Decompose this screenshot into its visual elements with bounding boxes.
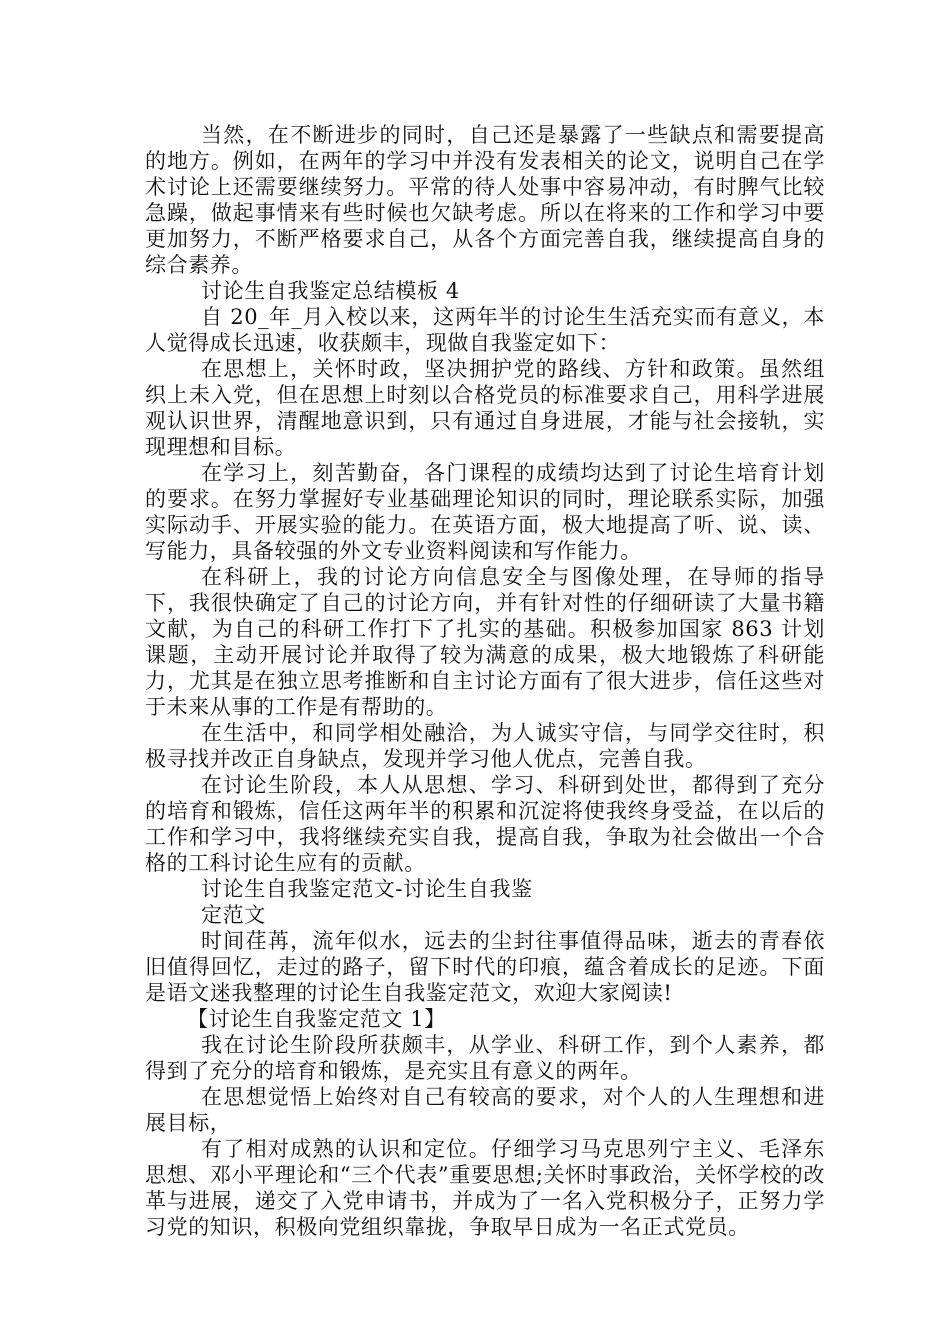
paragraph: 时间荏苒，流年似水，远去的尘封往事值得品味，逝去的青春依旧值得回忆，走过的路子，留下时代的印痕，蕴含着成长的足迹。下面是语文迷我整理的讨论生自我鉴定范文，欢迎大家阅读!	[145, 929, 825, 1005]
paragraph: 当然，在不断进步的同时，自己还是暴露了一些缺点和需要提高的地方。例如，在两年的学习中并没有发表相关的论文，说明自己在学术讨论上还需要继续努力。平常的待人处事中容易冲动，有时脾气比较急躁，做起事情来有些时候也欠缺考虑。所以在将来的工作和学习中要更加努力，不断严格要求自己，从各个方面完善自我，继续提高自身的综合素养。	[145, 123, 825, 277]
paragraph: 有了相对成熟的认识和定位。仔细学习马克思列宁主义、毛泽东思想、邓小平理论和“三个代表”重要思想;关怀时事政治，关怀学校的改革与进展，递交了入党申请书，并成为了一名入党积极分子，正努力学习党的知识，积极向党组织靠拢，争取早日成为一名正式党员。	[145, 1137, 825, 1239]
paragraph: 自 20_年_月入校以来，这两年半的讨论生生活充实而有意义，本人觉得成长迅速，收获颇丰，现做自我鉴定如下：	[145, 305, 825, 355]
paragraph: 在生活中，和同学相处融洽，为人诚实守信，与同学交往时，积极寻找并改正自身缺点，发现并学习他人优点，完善自我。	[145, 721, 825, 771]
sample-title: 【讨论生自我鉴定范文 1】	[187, 1007, 446, 1031]
paragraph: 在讨论生阶段，本人从思想、学习、科研到处世，都得到了充分的培育和锻炼，信任这两年半的积累和沉淀将使我终身受益，在以后的工作和学习中，我将继续充实自我，提高自我，争取为社会做出一个合格的工科讨论生应有的贡献。	[145, 773, 825, 875]
document-body	[145, 122, 825, 1240]
paragraph: 在学习上，刻苦勤奋，各门课程的成绩均达到了讨论生培育计划的要求。在努力掌握好专业基础理论知识的同时，理论联系实际，加强实际动手、开展实验的能力。在英语方面，极大地提高了听、说、读、写能力，具备较强的外文专业资料阅读和写作能力。	[145, 461, 825, 563]
paragraph: 我在讨论生阶段所获颇丰，从学业、科研工作，到个人素养，都得到了充分的培育和锻炼，是充实且有意义的两年。	[145, 1033, 825, 1083]
section-heading: 讨论生自我鉴定范文-讨论生自我鉴	[201, 877, 533, 901]
section-heading-continued: 定范文	[201, 903, 266, 927]
paragraph: 在思想觉悟上始终对自己有较高的要求，对个人的人生理想和进展目标，	[145, 1085, 825, 1135]
section-heading: 讨论生自我鉴定总结模板 4	[201, 279, 460, 303]
paragraph: 在科研上，我的讨论方向信息安全与图像处理，在导师的指导下，我很快确定了自己的讨论方向，并有针对性的仔细研读了大量书籍文献，为自己的科研工作打下了扎实的基础。积极参加国家 863 计划课题，主动开展讨论并取得了较为满意的成果，极大地锻炼了科研能力，尤其是在独立思考推断和自主讨论方面有了很大进步，信任这些对于未来从事的工作是有帮助的。	[145, 565, 825, 719]
paragraph: 在思想上，关怀时政，坚决拥护党的路线、方针和政策。虽然组织上未入党，但在思想上时刻以合格党员的标准要求自己，用科学进展观认识世界，清醒地意识到，只有通过自身进展，才能与社会接轨，实现理想和目标。	[145, 357, 825, 459]
